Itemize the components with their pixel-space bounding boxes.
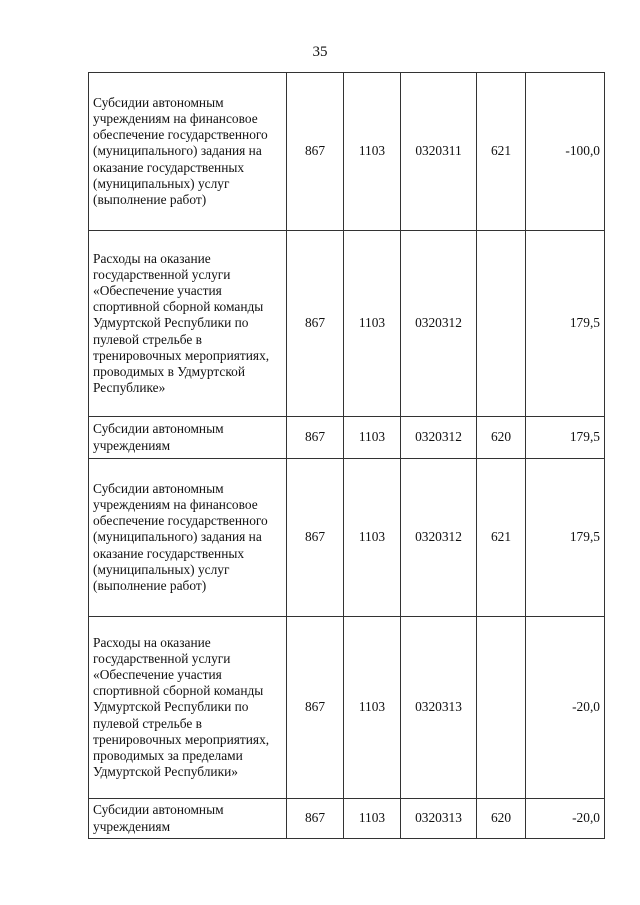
section-code: 1103 [344, 799, 401, 839]
budget-table [88, 72, 605, 839]
table-row [89, 417, 605, 459]
section-code: 1103 [344, 417, 401, 459]
expense-type-code: 621 [477, 73, 526, 231]
ved-code: 867 [287, 417, 344, 459]
amount: -100,0 [526, 73, 605, 231]
amount: -20,0 [526, 799, 605, 839]
section-code: 1103 [344, 459, 401, 617]
target-article-code: 0320312 [401, 231, 477, 417]
table-row [89, 799, 605, 839]
row-name: Субсидии автономным учреждениям на финансовое обеспечение государственного (муниципального) задания на оказание государственных (муниципальных) услуг (выполнение работ) [89, 459, 287, 617]
target-article-code: 0320313 [401, 799, 477, 839]
target-article-code: 0320311 [401, 73, 477, 231]
target-article-code: 0320312 [401, 417, 477, 459]
expense-type-code: 620 [477, 417, 526, 459]
page-number: 35 [312, 44, 328, 60]
row-name: Расходы на оказание государственной услуги «Обеспечение участия спортивной сборной команды Удмуртской Республики по пулевой стрельбе в тренировочных мероприятиях, проводимых за пределами Удмуртской Республики» [89, 617, 287, 799]
expense-type-code: 620 [477, 799, 526, 839]
expense-type-code [477, 231, 526, 417]
table-row [89, 73, 605, 231]
row-name: Расходы на оказание государственной услуги «Обеспечение участия спортивной сборной команды Удмуртской Республики по пулевой стрельбе в тренировочных мероприятиях, проводимых в Удмуртской Республике» [89, 231, 287, 417]
amount: 179,5 [526, 231, 605, 417]
ved-code: 867 [287, 617, 344, 799]
table-row [89, 617, 605, 799]
row-name: Субсидии автономным учреждениям [89, 799, 287, 839]
ved-code: 867 [287, 73, 344, 231]
section-code: 1103 [344, 231, 401, 417]
amount: -20,0 [526, 617, 605, 799]
ved-code: 867 [287, 799, 344, 839]
ved-code: 867 [287, 459, 344, 617]
row-name: Субсидии автономным учреждениям [89, 417, 287, 459]
target-article-code: 0320313 [401, 617, 477, 799]
table-row [89, 459, 605, 617]
expense-type-code [477, 617, 526, 799]
table-row [89, 231, 605, 417]
section-code: 1103 [344, 73, 401, 231]
amount: 179,5 [526, 459, 605, 617]
expense-type-code: 621 [477, 459, 526, 617]
amount: 179,5 [526, 417, 605, 459]
row-name: Субсидии автономным учреждениям на финансовое обеспечение государственного (муниципального) задания на оказание государственных (муниципальных) услуг (выполнение работ) [89, 73, 287, 231]
target-article-code: 0320312 [401, 459, 477, 617]
ved-code: 867 [287, 231, 344, 417]
section-code: 1103 [344, 617, 401, 799]
